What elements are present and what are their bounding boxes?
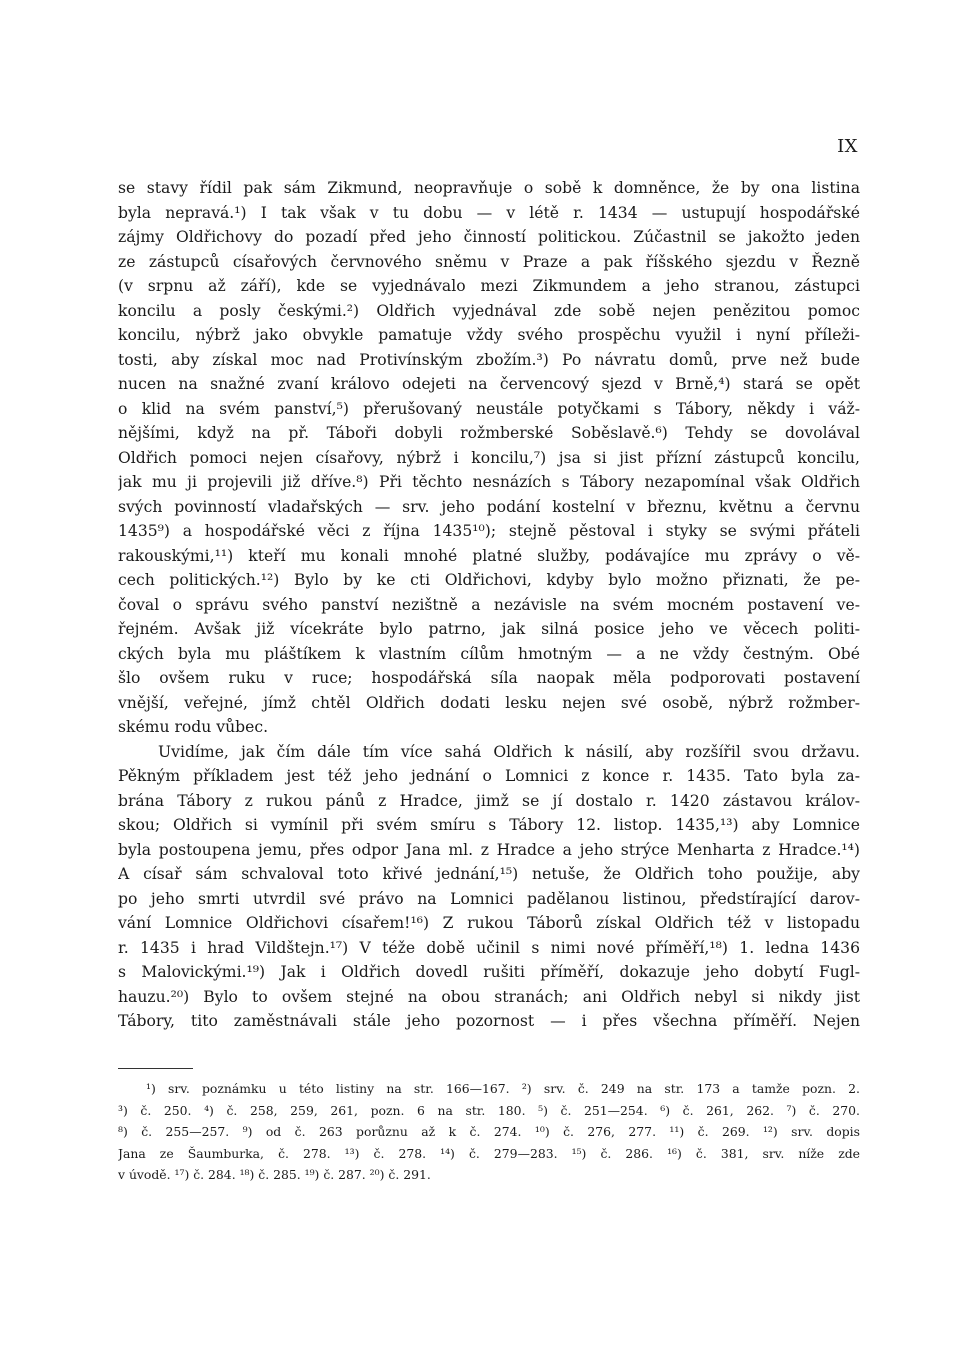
footnote-line: v úvodě. ¹⁷) č. 284. ¹⁸) č. 285. ¹⁹) č. 287. ²⁰) č. 291. <box>118 1167 431 1182</box>
body-line: skému rodu vůbec. <box>118 718 269 736</box>
footnote-line: Jana ze Šaumburka, č. 278. ¹³) č. 278. ¹⁴) č. 279—283. ¹⁵) č. 286. ¹⁶) č. 381, srv. níže zde <box>118 1145 860 1161</box>
body-line: šlo ovšem ruku v ruce; hospodářská síla naopak měla podporovati postavení <box>118 669 860 687</box>
body-line: skou; Oldřich si vymínil při svém smíru s Tábory 12. listop. 1435,¹³) aby Lomnice <box>118 816 860 834</box>
body-line: koncilu a posly českými.²) Oldřich vyjednával zde sobě nejen penězitou pomoc <box>118 301 860 320</box>
footnote-line: ¹) srv. poznámku u této listiny na str. 166—167. ²) srv. č. 249 na str. 173 a tamže pozn. 2. <box>146 1081 860 1096</box>
body-line: zájmy Oldřichovy do pozadí před jeho činností politickou. Zúčastnil se jakožto jeden <box>118 228 860 246</box>
footnotes <box>118 1078 860 1186</box>
body-line: se stavy řídil pak sám Zikmund, neopravňuje o sobě k domněnce, že by ona listina <box>118 179 860 197</box>
body-line: r. 1435 i hrad Vildštejn.¹⁷) V téže době učinil s nimi nové příměří,¹⁸) 1. ledna 1436 <box>118 938 860 957</box>
footnote-line: ³) č. 250. ⁴) č. 258, 259, 261, pozn. 6 na str. 180. ⁵) č. 251—254. ⁶) č. 261, 262. ⁷) č. 270. <box>118 1102 860 1118</box>
body-line: ze zástupců císařových červnového sněmu v Praze a pak říšského sjezdu v Řezně <box>118 252 860 271</box>
footnote-divider <box>118 1068 193 1069</box>
body-line: tosti, aby získal moc nad Protivínským zbožím.³) Po návratu domů, prve než bude <box>118 350 860 369</box>
body-line: cech politických.¹²) Bylo by ke cti Oldřichovi, kdyby bylo možno přiznati, že pe- <box>118 571 860 589</box>
body-line: rakouskými,¹¹) kteří mu konali mnohé platné služby, podávajíce mu zprávy o vě- <box>118 546 860 565</box>
body-line: vání Lomnice Oldřichovi císařem!¹⁶) Z rukou Táborů získal Oldřich též v listopadu <box>118 914 860 932</box>
body-line: koncilu, nýbrž jako obvykle pamatuje vždy svého prospěchu využil i nyní příleži- <box>118 326 860 344</box>
body-line: hauzu.²⁰) Bylo to ovšem stejné na obou stranách; ani Oldřich nebyl si nikdy jist <box>118 987 860 1006</box>
body-line: (v srpnu až září), kde se vyjednávalo mezi Zikmundem a jeho stranou, zástupci <box>118 277 860 295</box>
body-line: čoval o správu svého panství nezištně a nezávisle na svém mocném postavení ve- <box>118 595 860 614</box>
body-line: 1435⁹) a hospodářské věci z října 1435¹⁰); stejně pěstoval i styky se svými přáteli <box>118 522 860 540</box>
body-line: A císař sám schvaloval toto křivé jednání,¹⁵) netuše, že Oldřich toho použije, aby <box>118 865 860 883</box>
body-line: po jeho smrti utvrdil své právo na Lomnici padělanou listinou, předstírající darov- <box>118 889 860 908</box>
body-line: byla nepravá.¹) I tak však v tu dobu — v létě r. 1434 — ustupují hospodářské <box>118 203 860 222</box>
body-line: nucen na snažné zvaní královo odejeti na červencový sjezd v Brně,⁴) stará se opět <box>118 375 860 393</box>
body-line: Tábory, tito zaměstnávali stále jeho pozornost — i přes všechna příměří. Nejen <box>118 1012 860 1030</box>
body-line: nějšími, když na př. Táboři dobyli rožmberské Soběslavě.⁶) Tehdy se dovolával <box>118 424 860 442</box>
footnote-line: ⁸) č. 255—257. ⁹) od č. 263 porůznu až k č. 274. ¹⁰) č. 276, 277. ¹¹) č. 269. ¹²) srv. dopis <box>118 1124 860 1139</box>
page-number: IX <box>837 136 858 157</box>
body-line: Uvidíme, jak čím dále tím více sahá Oldřich k násilí, aby rozšířil svou državu. <box>158 742 860 761</box>
body-line: jak mu ji projevili již dříve.⁸) Při těchto nesnázích s Tábory nezapomínal však Oldřich <box>118 473 860 491</box>
body-line: Pěkným příkladem jest též jeho jednání o Lomnici z konce r. 1435. Tato byla za- <box>118 767 860 785</box>
body-line: Oldřich pomoci nejen císařovy, nýbrž i koncilu,⁷) jsa si jist přízní zástupců koncilu, <box>118 448 860 467</box>
body-line: o klid na svém panství,⁵) přerušovaný neustále potyčkami s Tábory, někdy i váž- <box>118 399 860 418</box>
body-text <box>118 176 860 1034</box>
body-line: svých povinností vladařských — srv. jeho podání kostelní v březnu, květnu a červnu <box>118 497 860 516</box>
body-line: vnější, veřejné, jímž chtěl Oldřich dodati lesku nejen své osobě, nýbrž rožmber- <box>118 693 860 712</box>
body-line: brána Tábory z rukou pánů z Hradce, jimž se jí dostalo r. 1420 zástavou králov- <box>118 791 860 810</box>
body-line: byla postoupena jemu, přes odpor Jana ml. z Hradce a jeho strýce Menharta z Hradce.¹⁴) <box>118 840 860 859</box>
body-line: ckých byla mu pláštíkem k vlastním cílům hmotným — a ne vždy čestným. Obé <box>118 644 860 663</box>
body-line: řejném. Avšak již vícekráte bylo patrno, jak silná posice jeho ve věcech politi- <box>118 620 860 638</box>
body-line: s Malovickými.¹⁹) Jak i Oldřich dovedl rušiti příměří, dokazuje jeho dobytí Fugl- <box>118 963 860 981</box>
